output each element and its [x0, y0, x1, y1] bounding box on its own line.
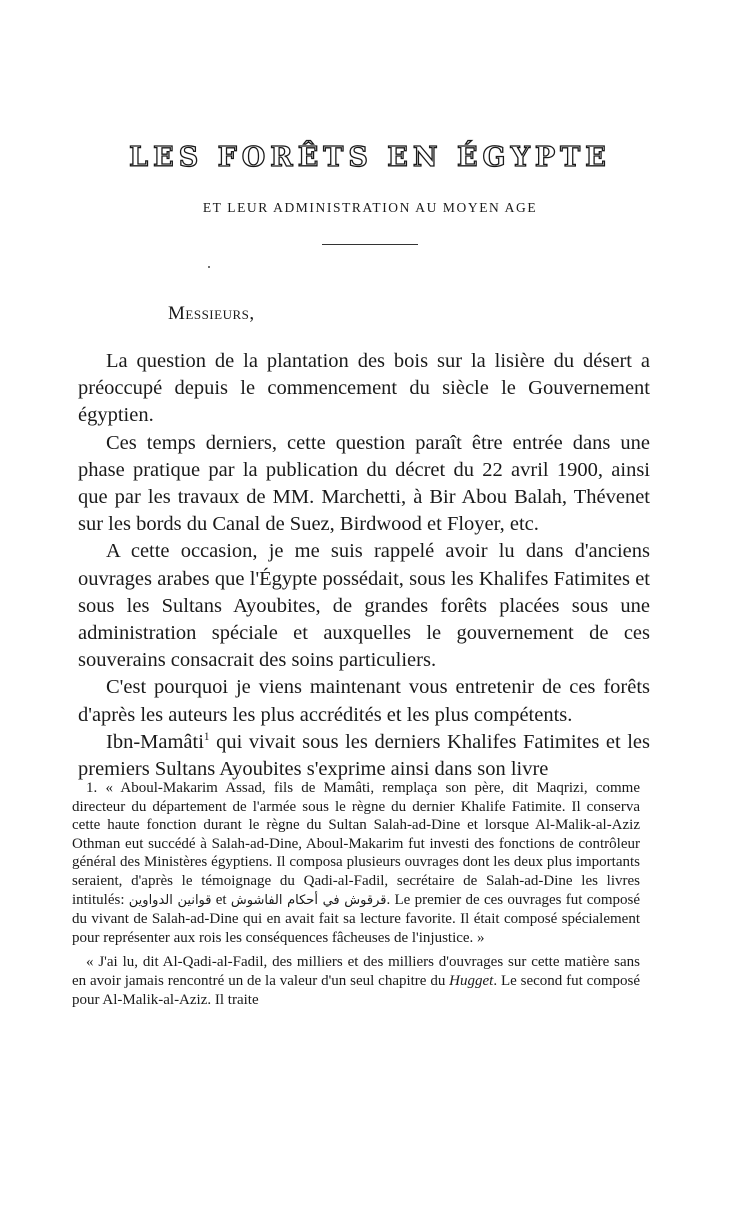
quote-text-2: . Le second fut composé pour Al-Malik-al-Aziz. Il traite: [72, 972, 640, 1008]
footnote-text-1: « Aboul-Makarim Assad, fils de Mamâti, remplaça son père, dit Maqrizi, comme directeur du département de l'armée sous le règne du dernier Khalife Fatimite. Il conserva cette haute fonction durant le règne du Sultan Salah-ad-Dine et lorsque Al-Malik-al-Aziz Othman eut succédé à Salah-ad-Dine, Aboul-Makarim fut investi des fonctions de contrôleur général des Ministères égyptiens. Il composa plusieurs ouvrages dont les deux plus importants seraient, d'après le témoignage du Qadi-al-Fadil, secrétaire de Salah-ad-Dine les livres intitulés:: [72, 780, 640, 908]
author-name: Ibn-Mamâti: [106, 730, 204, 753]
stray-mark: [208, 266, 210, 268]
arabic-title-1: قوانين الدواوين: [128, 892, 212, 908]
footnote-quote: [72, 953, 640, 1009]
footnote-reference: 1: [203, 731, 210, 744]
title-rule: [322, 244, 418, 245]
page-title: LES FORÊTS EN ÉGYPTE: [129, 142, 611, 173]
page-subtitle: ET LEUR ADMINISTRATION AU MOYEN AGE: [202, 200, 538, 215]
footnote-conjunction: et: [211, 891, 231, 908]
quote-text-1: « J'ai lu, dit Al-Qadi-al-Fadil, des milliers et des milliers d'ouvrages sur cette matière sans en avoir jamais rencontré un de la valeur d'un seul chapitre du: [72, 954, 640, 989]
paragraph-1: La question de la plantation des bois sur la lisière du désert a préoccupé depuis le commencement du siècle le Gouvernement égyptien.: [78, 350, 650, 427]
book-title: Hugget: [449, 972, 494, 989]
body-text: [78, 348, 650, 783]
paragraph-5: [78, 729, 650, 783]
paragraph-4: C'est pourquoi je viens maintenant vous entretenir de ces forêts d'après les auteurs les plus accrédités et les plus compétents.: [78, 676, 650, 726]
paragraph-2: Ces temps derniers, cette question paraît être entrée dans une phase pratique par la publication du décret du 22 avril 1900, ainsi que par les travaux de MM. Marchetti, à Bir Abou Balah, Thévenet sur les bords du Canal de Suez, Birdwood et Floyer, etc.: [78, 431, 650, 536]
paragraph-5-text: qui vivait sous les derniers Khalifes Fatimites et les premiers Sultans Ayoubites s'exprime ainsi dans son livre: [78, 730, 650, 781]
footnote-text-2: . Le premier de ces ouvrages fut composé du vivant de Salah-ad-Dine qui en avait fait sa lecture favorite. Il était composé spécialement pour représenter aux rois les conséquences fâcheuses de l'injustice. »: [72, 891, 641, 946]
footnote-1: [72, 779, 640, 947]
paragraph-3: A cette occasion, je me suis rappelé avoir lu dans d'anciens ouvrages arabes que l'Égypte possédait, sous les Khalifes Fatimites et sous les Sultans Ayoubites, de grandes forêts placées sous une administration spéciale et auxquelles le gouvernement de ces souverains consacrait des soins particuliers.: [78, 540, 650, 672]
footnotes: [72, 779, 640, 1009]
footnote-marker: 1.: [86, 780, 98, 796]
salutation: Messieurs,: [168, 303, 255, 324]
arabic-title-2: قرقوش في أحكام الفاشوش: [230, 892, 387, 908]
